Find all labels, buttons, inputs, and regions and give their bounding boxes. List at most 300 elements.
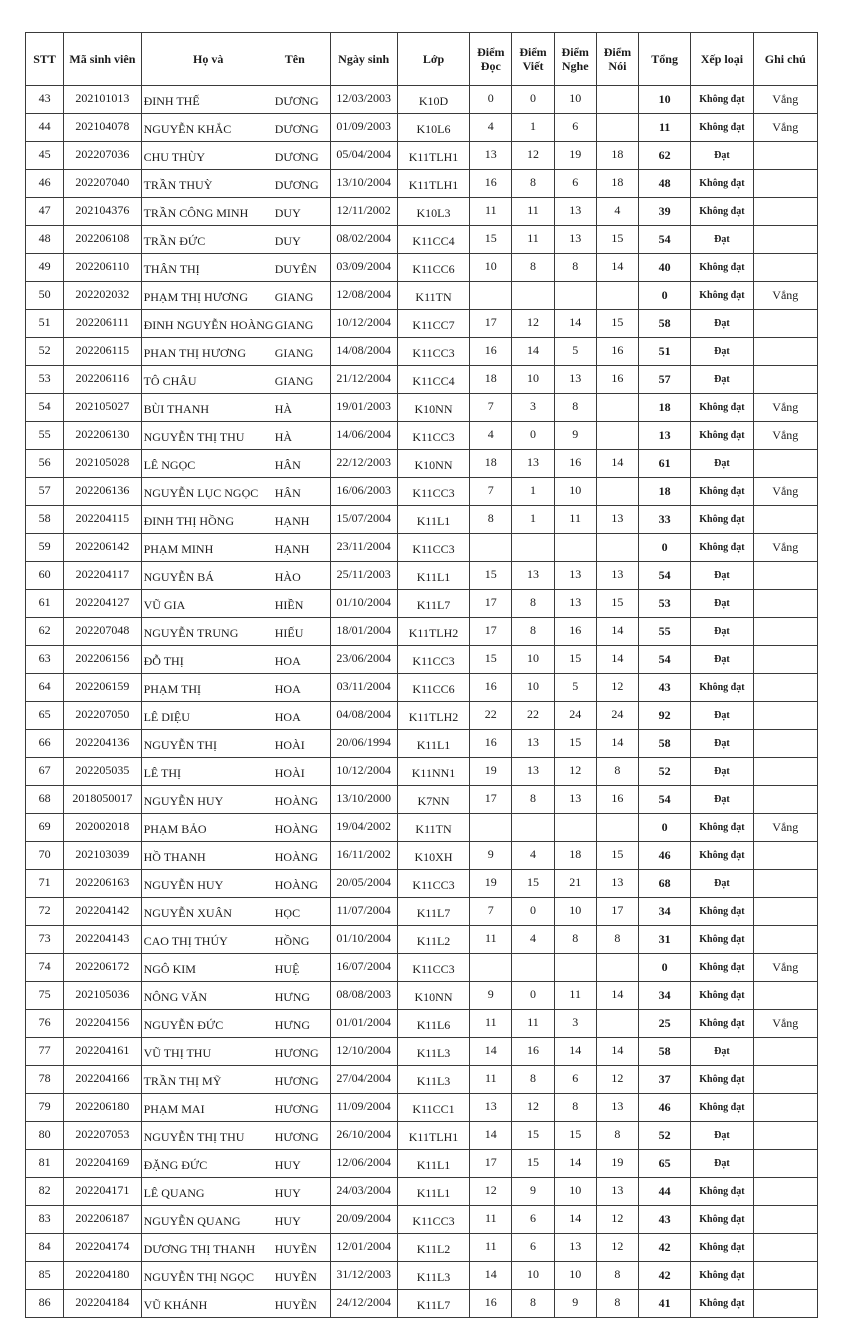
rating-cell: Không đạt (691, 1262, 753, 1290)
birth-date-cell: 20/09/2004 (330, 1206, 397, 1234)
reading-score-cell: 18 (470, 450, 512, 478)
given-name-cell: HIỀN (275, 590, 330, 618)
total-cell: 54 (639, 562, 691, 590)
reading-score-cell: 16 (470, 730, 512, 758)
writing-score-cell (512, 814, 554, 842)
writing-score-cell: 1 (512, 114, 554, 142)
reading-score-cell: 8 (470, 506, 512, 534)
total-cell: 55 (639, 618, 691, 646)
reading-score-cell: 7 (470, 394, 512, 422)
reading-score-cell: 18 (470, 366, 512, 394)
total-cell: 0 (639, 534, 691, 562)
total-cell: 62 (639, 142, 691, 170)
note-cell (753, 982, 817, 1010)
table-row (26, 1290, 818, 1318)
reading-score-cell: 19 (470, 870, 512, 898)
student-id-cell: 202204143 (64, 926, 141, 954)
reading-score-cell: 17 (470, 310, 512, 338)
surname-cell: NGUYỄN TRUNG (141, 618, 275, 646)
reading-score-cell: 11 (470, 1234, 512, 1262)
birth-date-cell: 12/01/2004 (330, 1234, 397, 1262)
speaking-score-cell: 13 (596, 562, 638, 590)
class-cell: K11TN (397, 814, 469, 842)
listening-score-cell: 6 (554, 1066, 596, 1094)
total-cell: 34 (639, 982, 691, 1010)
table-row (26, 786, 818, 814)
rating-cell: Không đạt (691, 1234, 753, 1262)
note-cell: Vắng (753, 114, 817, 142)
reading-score-cell: 11 (470, 926, 512, 954)
speaking-score-cell (596, 422, 638, 450)
student-id-cell: 202207050 (64, 702, 141, 730)
given-name-cell: HƯƠNG (275, 1038, 330, 1066)
table-row (26, 1094, 818, 1122)
speaking-score-cell: 18 (596, 170, 638, 198)
listening-score-cell: 14 (554, 1150, 596, 1178)
given-name-cell: HOÀNG (275, 870, 330, 898)
listening-score-cell: 13 (554, 590, 596, 618)
rating-cell: Không đạt (691, 1206, 753, 1234)
given-name-cell: HƯNG (275, 982, 330, 1010)
rating-cell: Không đạt (691, 954, 753, 982)
given-name-cell: HÀO (275, 562, 330, 590)
stt-cell: 44 (26, 114, 64, 142)
table-row (26, 170, 818, 198)
table-row (26, 282, 818, 310)
student-id-cell: 202206115 (64, 338, 141, 366)
reading-score-cell: 15 (470, 226, 512, 254)
stt-cell: 46 (26, 170, 64, 198)
note-cell (753, 1290, 817, 1318)
rating-cell: Đạt (691, 702, 753, 730)
listening-score-cell: 15 (554, 730, 596, 758)
class-cell: K11TLH1 (397, 1122, 469, 1150)
writing-score-cell: 8 (512, 1066, 554, 1094)
speaking-score-cell (596, 86, 638, 114)
speaking-score-cell: 15 (596, 226, 638, 254)
listening-score-cell: 13 (554, 562, 596, 590)
surname-cell: LÊ NGỌC (141, 450, 275, 478)
table-row (26, 618, 818, 646)
student-id-cell: 202105028 (64, 450, 141, 478)
total-cell: 54 (639, 226, 691, 254)
writing-score-cell: 15 (512, 1122, 554, 1150)
surname-cell: NÔNG VĂN (141, 982, 275, 1010)
total-cell: 52 (639, 758, 691, 786)
listening-score-cell: 18 (554, 842, 596, 870)
header-listening-score (554, 33, 596, 86)
given-name-cell: HOÀI (275, 730, 330, 758)
note-cell (753, 702, 817, 730)
writing-score-cell: 12 (512, 1094, 554, 1122)
note-cell (753, 842, 817, 870)
writing-score-cell: 3 (512, 394, 554, 422)
birth-date-cell: 03/09/2004 (330, 254, 397, 282)
reading-score-cell: 0 (470, 86, 512, 114)
rating-cell: Không đạt (691, 86, 753, 114)
stt-cell: 66 (26, 730, 64, 758)
rating-cell: Không đạt (691, 1094, 753, 1122)
total-cell: 10 (639, 86, 691, 114)
student-id-cell: 202207040 (64, 170, 141, 198)
writing-score-cell: 9 (512, 1178, 554, 1206)
table-row (26, 870, 818, 898)
class-cell: K10XH (397, 842, 469, 870)
birth-date-cell: 15/07/2004 (330, 506, 397, 534)
writing-score-cell: 10 (512, 646, 554, 674)
listening-score-cell: 12 (554, 758, 596, 786)
header-reading-line2: Đọc (480, 59, 501, 73)
student-id-cell: 202105027 (64, 394, 141, 422)
class-cell: K11L6 (397, 1010, 469, 1038)
note-cell: Vắng (753, 534, 817, 562)
class-cell: K11L3 (397, 1262, 469, 1290)
stt-cell: 49 (26, 254, 64, 282)
table-row (26, 954, 818, 982)
birth-date-cell: 25/11/2003 (330, 562, 397, 590)
class-cell: K10NN (397, 450, 469, 478)
given-name-cell: GIANG (275, 310, 330, 338)
writing-score-cell (512, 282, 554, 310)
speaking-score-cell: 13 (596, 506, 638, 534)
given-name-cell: DƯƠNG (275, 114, 330, 142)
writing-score-cell: 8 (512, 590, 554, 618)
writing-score-cell: 12 (512, 310, 554, 338)
given-name-cell: DUY (275, 226, 330, 254)
total-cell: 61 (639, 450, 691, 478)
note-cell (753, 1066, 817, 1094)
given-name-cell: HƯƠNG (275, 1066, 330, 1094)
speaking-score-cell: 24 (596, 702, 638, 730)
student-id-cell: 202206187 (64, 1206, 141, 1234)
total-cell: 43 (639, 674, 691, 702)
table-row (26, 1206, 818, 1234)
birth-date-cell: 12/06/2004 (330, 1150, 397, 1178)
birth-date-cell: 19/01/2003 (330, 394, 397, 422)
stt-cell: 83 (26, 1206, 64, 1234)
table-row (26, 506, 818, 534)
birth-date-cell: 12/08/2004 (330, 282, 397, 310)
header-speaking-line2: Nói (608, 59, 627, 73)
rating-cell: Không đạt (691, 1178, 753, 1206)
speaking-score-cell: 14 (596, 646, 638, 674)
reading-score-cell: 11 (470, 1206, 512, 1234)
reading-score-cell: 9 (470, 842, 512, 870)
writing-score-cell: 11 (512, 226, 554, 254)
reading-score-cell: 16 (470, 1290, 512, 1318)
header-writing-score (512, 33, 554, 86)
surname-cell: TRẦN ĐỨC (141, 226, 275, 254)
total-cell: 42 (639, 1262, 691, 1290)
listening-score-cell: 13 (554, 366, 596, 394)
listening-score-cell: 16 (554, 618, 596, 646)
note-cell (753, 646, 817, 674)
listening-score-cell: 24 (554, 702, 596, 730)
given-name-cell: HUYỀN (275, 1234, 330, 1262)
note-cell (753, 1150, 817, 1178)
writing-score-cell: 4 (512, 926, 554, 954)
surname-cell: ĐỖ THỊ (141, 646, 275, 674)
student-id-cell: 202206116 (64, 366, 141, 394)
stt-cell: 60 (26, 562, 64, 590)
speaking-score-cell: 8 (596, 926, 638, 954)
rating-cell: Đạt (691, 310, 753, 338)
rating-cell: Đạt (691, 142, 753, 170)
table-row (26, 450, 818, 478)
reading-score-cell: 17 (470, 1150, 512, 1178)
note-cell (753, 870, 817, 898)
total-cell: 31 (639, 926, 691, 954)
rating-cell: Đạt (691, 646, 753, 674)
header-stt: STT (26, 33, 64, 86)
class-cell: K11CC7 (397, 310, 469, 338)
listening-score-cell (554, 814, 596, 842)
reading-score-cell: 7 (470, 478, 512, 506)
reading-score-cell (470, 954, 512, 982)
header-reading-score (470, 33, 512, 86)
student-id-cell: 202101013 (64, 86, 141, 114)
stt-cell: 68 (26, 786, 64, 814)
listening-score-cell: 13 (554, 1234, 596, 1262)
table-row (26, 898, 818, 926)
rating-cell: Không đạt (691, 114, 753, 142)
rating-cell: Không đạt (691, 1290, 753, 1318)
birth-date-cell: 12/10/2004 (330, 1038, 397, 1066)
note-cell (753, 786, 817, 814)
reading-score-cell: 17 (470, 590, 512, 618)
student-id-cell: 202105036 (64, 982, 141, 1010)
note-cell (753, 226, 817, 254)
table-row (26, 254, 818, 282)
student-id-cell: 2018050017 (64, 786, 141, 814)
speaking-score-cell: 18 (596, 142, 638, 170)
surname-cell: PHẠM BẢO (141, 814, 275, 842)
stt-cell: 78 (26, 1066, 64, 1094)
student-id-cell: 202206159 (64, 674, 141, 702)
speaking-score-cell: 12 (596, 1066, 638, 1094)
speaking-score-cell (596, 114, 638, 142)
header-class: Lớp (397, 33, 469, 86)
listening-score-cell: 10 (554, 478, 596, 506)
student-id-cell: 202206110 (64, 254, 141, 282)
rating-cell: Đạt (691, 590, 753, 618)
listening-score-cell: 21 (554, 870, 596, 898)
birth-date-cell: 20/05/2004 (330, 870, 397, 898)
birth-date-cell: 12/03/2003 (330, 86, 397, 114)
writing-score-cell: 10 (512, 1262, 554, 1290)
given-name-cell: HƯƠNG (275, 1122, 330, 1150)
listening-score-cell: 14 (554, 1038, 596, 1066)
stt-cell: 72 (26, 898, 64, 926)
listening-score-cell: 16 (554, 450, 596, 478)
given-name-cell: HOÀNG (275, 842, 330, 870)
surname-cell: NGUYỄN THỊ NGỌC (141, 1262, 275, 1290)
listening-score-cell: 11 (554, 982, 596, 1010)
surname-cell: LÊ THỊ (141, 758, 275, 786)
writing-score-cell: 13 (512, 730, 554, 758)
class-cell: K7NN (397, 786, 469, 814)
note-cell: Vắng (753, 954, 817, 982)
student-id-cell: 202204127 (64, 590, 141, 618)
speaking-score-cell: 12 (596, 1206, 638, 1234)
stt-cell: 67 (26, 758, 64, 786)
rating-cell: Đạt (691, 1150, 753, 1178)
writing-score-cell: 10 (512, 674, 554, 702)
student-id-cell: 202206142 (64, 534, 141, 562)
rating-cell: Đạt (691, 786, 753, 814)
listening-score-cell: 6 (554, 170, 596, 198)
writing-score-cell: 13 (512, 450, 554, 478)
stt-cell: 86 (26, 1290, 64, 1318)
writing-score-cell: 1 (512, 506, 554, 534)
class-cell: K11TLH2 (397, 618, 469, 646)
birth-date-cell: 24/03/2004 (330, 1178, 397, 1206)
student-id-cell: 202206108 (64, 226, 141, 254)
total-cell: 68 (639, 870, 691, 898)
class-cell: K11L7 (397, 590, 469, 618)
table-row (26, 842, 818, 870)
writing-score-cell: 0 (512, 86, 554, 114)
total-cell: 57 (639, 366, 691, 394)
reading-score-cell (470, 282, 512, 310)
listening-score-cell: 15 (554, 1122, 596, 1150)
speaking-score-cell: 12 (596, 1234, 638, 1262)
reading-score-cell: 19 (470, 758, 512, 786)
surname-cell: NGUYỄN HUY (141, 786, 275, 814)
listening-score-cell: 8 (554, 926, 596, 954)
speaking-score-cell: 14 (596, 1038, 638, 1066)
birth-date-cell: 11/09/2004 (330, 1094, 397, 1122)
given-name-cell: HÂN (275, 478, 330, 506)
note-cell (753, 310, 817, 338)
class-cell: K11L2 (397, 926, 469, 954)
reading-score-cell: 16 (470, 674, 512, 702)
writing-score-cell: 15 (512, 1150, 554, 1178)
total-cell: 46 (639, 1094, 691, 1122)
writing-score-cell: 10 (512, 366, 554, 394)
reading-score-cell: 4 (470, 114, 512, 142)
given-name-cell: HUYỀN (275, 1290, 330, 1318)
given-name-cell: HOÀNG (275, 814, 330, 842)
speaking-score-cell: 17 (596, 898, 638, 926)
table-row (26, 366, 818, 394)
table-row (26, 1234, 818, 1262)
given-name-cell: HUY (275, 1206, 330, 1234)
total-cell: 51 (639, 338, 691, 366)
student-id-cell: 202204117 (64, 562, 141, 590)
writing-score-cell: 14 (512, 338, 554, 366)
listening-score-cell: 8 (554, 1094, 596, 1122)
total-cell: 18 (639, 478, 691, 506)
speaking-score-cell: 8 (596, 1290, 638, 1318)
student-id-cell: 202204156 (64, 1010, 141, 1038)
birth-date-cell: 01/10/2004 (330, 926, 397, 954)
class-cell: K11CC3 (397, 422, 469, 450)
given-name-cell: HÂN (275, 450, 330, 478)
birth-date-cell: 14/08/2004 (330, 338, 397, 366)
note-cell (753, 562, 817, 590)
rating-cell: Không đạt (691, 422, 753, 450)
table-row (26, 1122, 818, 1150)
class-cell: K11CC6 (397, 674, 469, 702)
surname-cell: PHẠM MAI (141, 1094, 275, 1122)
reading-score-cell: 17 (470, 618, 512, 646)
rating-cell: Đạt (691, 338, 753, 366)
writing-score-cell: 22 (512, 702, 554, 730)
speaking-score-cell (596, 534, 638, 562)
surname-cell: PHẠM THỊ HƯƠNG (141, 282, 275, 310)
speaking-score-cell (596, 394, 638, 422)
note-cell (753, 1094, 817, 1122)
given-name-cell: DƯƠNG (275, 170, 330, 198)
reading-score-cell: 16 (470, 338, 512, 366)
stt-cell: 75 (26, 982, 64, 1010)
student-id-cell: 202206136 (64, 478, 141, 506)
class-cell: K11L3 (397, 1066, 469, 1094)
listening-score-cell: 13 (554, 226, 596, 254)
class-cell: K11L1 (397, 1178, 469, 1206)
table-row (26, 730, 818, 758)
rating-cell: Đạt (691, 562, 753, 590)
writing-score-cell: 11 (512, 1010, 554, 1038)
table-row (26, 310, 818, 338)
speaking-score-cell: 4 (596, 198, 638, 226)
speaking-score-cell: 13 (596, 1178, 638, 1206)
birth-date-cell: 05/04/2004 (330, 142, 397, 170)
student-id-cell: 202002018 (64, 814, 141, 842)
birth-date-cell: 27/04/2004 (330, 1066, 397, 1094)
total-cell: 53 (639, 590, 691, 618)
given-name-cell: GIANG (275, 282, 330, 310)
speaking-score-cell (596, 814, 638, 842)
speaking-score-cell: 15 (596, 590, 638, 618)
stt-cell: 70 (26, 842, 64, 870)
given-name-cell: HOA (275, 702, 330, 730)
speaking-score-cell: 15 (596, 310, 638, 338)
total-cell: 34 (639, 898, 691, 926)
birth-date-cell: 10/12/2004 (330, 758, 397, 786)
rating-cell: Không đạt (691, 198, 753, 226)
speaking-score-cell: 16 (596, 338, 638, 366)
stt-cell: 65 (26, 702, 64, 730)
surname-cell: NGUYỄN LỤC NGỌC (141, 478, 275, 506)
note-cell: Vắng (753, 422, 817, 450)
stt-cell: 74 (26, 954, 64, 982)
listening-score-cell: 19 (554, 142, 596, 170)
listening-score-cell: 9 (554, 1290, 596, 1318)
total-cell: 41 (639, 1290, 691, 1318)
header-total: Tổng (639, 33, 691, 86)
total-cell: 39 (639, 198, 691, 226)
table-row (26, 562, 818, 590)
given-name-cell: DƯƠNG (275, 86, 330, 114)
surname-cell: LÊ QUANG (141, 1178, 275, 1206)
note-cell: Vắng (753, 478, 817, 506)
birth-date-cell: 22/12/2003 (330, 450, 397, 478)
listening-score-cell: 13 (554, 786, 596, 814)
total-cell: 58 (639, 1038, 691, 1066)
birth-date-cell: 13/10/2000 (330, 786, 397, 814)
note-cell (753, 898, 817, 926)
student-id-cell: 202204115 (64, 506, 141, 534)
given-name-cell: GIANG (275, 338, 330, 366)
surname-cell: ĐINH NGUYỄN HOÀNG (141, 310, 275, 338)
given-name-cell: HOA (275, 674, 330, 702)
surname-cell: VŨ KHÁNH (141, 1290, 275, 1318)
note-cell: Vắng (753, 282, 817, 310)
class-cell: K11CC3 (397, 478, 469, 506)
reading-score-cell: 10 (470, 254, 512, 282)
